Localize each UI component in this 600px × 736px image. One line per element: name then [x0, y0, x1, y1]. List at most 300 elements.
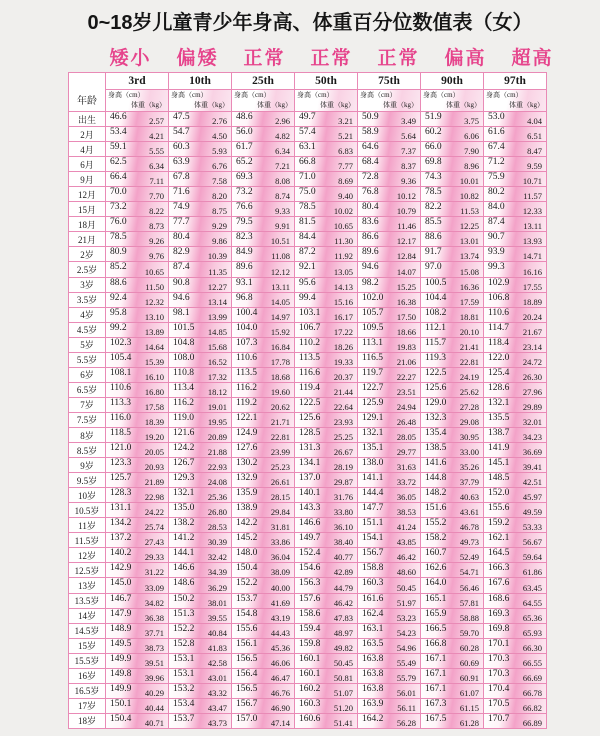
- percentile-cell: [484, 669, 547, 684]
- weight-value: 41.69: [270, 597, 290, 608]
- height-value: 116.2: [236, 382, 258, 393]
- weight-value: 11.57: [523, 191, 542, 202]
- percentile-cell: [421, 443, 484, 458]
- height-value: 63.1: [299, 142, 316, 153]
- percentile-cell: [295, 699, 358, 714]
- height-value: 134.1: [299, 458, 321, 469]
- percentile-cell: [295, 714, 358, 729]
- height-value: 113.5: [299, 352, 321, 363]
- percentile-cell: [295, 217, 358, 232]
- height-value: 167.1: [425, 683, 447, 694]
- weight-value: 23.93: [333, 416, 353, 427]
- percentile-cell: [295, 323, 358, 338]
- height-value: 104.0: [236, 322, 258, 333]
- height-value: 85.5: [425, 217, 442, 228]
- weight-value: 64.55: [522, 597, 542, 608]
- weight-value: 8.96: [464, 161, 479, 172]
- weight-value: 40.71: [144, 717, 164, 728]
- percentile-cell: [106, 247, 169, 262]
- percentile-cell: [295, 247, 358, 262]
- height-value: 142.9: [110, 563, 132, 574]
- percentile-cell: [358, 217, 421, 232]
- percentile-cell: [295, 413, 358, 428]
- height-unit-label: 身高（cm）: [171, 91, 208, 99]
- unit-header: [232, 90, 295, 112]
- age-cell: 2.5岁: [69, 262, 106, 277]
- percentile-cell: [295, 308, 358, 323]
- age-cell: 18月: [69, 217, 106, 232]
- weight-value: 14.05: [270, 296, 290, 307]
- category-label: 偏高: [444, 48, 487, 69]
- weight-value: 15.39: [144, 356, 164, 367]
- height-value: 135.5: [488, 412, 510, 423]
- percentile-cell: [484, 518, 547, 533]
- category-label: 正常: [310, 48, 353, 69]
- weight-value: 56.28: [396, 717, 416, 728]
- percentile-cell: [421, 262, 484, 277]
- weight-value: 48.97: [333, 627, 353, 638]
- growth-percentile-table: [68, 72, 547, 729]
- weight-value: 17.32: [207, 371, 227, 382]
- percentile-cell: [106, 639, 169, 654]
- percentile-cell: [232, 398, 295, 413]
- percentile-cell: [421, 684, 484, 699]
- percentile-cell: [169, 458, 232, 473]
- height-value: 130.2: [236, 458, 258, 469]
- percentile-cell: [358, 594, 421, 609]
- age-cell: 9.5岁: [69, 473, 106, 488]
- percentile-cell: [295, 488, 358, 503]
- weight-value: 41.83: [207, 642, 227, 653]
- percentile-cell: [232, 368, 295, 383]
- percentile-header: 10th: [169, 73, 232, 90]
- weight-value: 11.53: [460, 206, 479, 217]
- unit-header: [169, 90, 232, 112]
- height-value: 96.8: [236, 292, 253, 303]
- weight-value: 21.41: [459, 341, 479, 352]
- percentile-cell: [358, 262, 421, 277]
- percentile-cell: [421, 142, 484, 157]
- percentile-cell: [358, 428, 421, 443]
- weight-value: 24.94: [396, 401, 416, 412]
- height-value: 148.2: [425, 488, 447, 499]
- age-cell: 9月: [69, 172, 106, 187]
- height-value: 53.4: [110, 127, 127, 138]
- weight-value: 50.45: [396, 582, 416, 593]
- percentile-cell: [358, 293, 421, 308]
- weight-value: 21.71: [270, 416, 290, 427]
- weight-value: 46.90: [270, 702, 290, 713]
- weight-value: 55.49: [396, 657, 416, 668]
- percentile-cell: [421, 594, 484, 609]
- height-value: 69.3: [236, 172, 253, 183]
- percentile-cell: [484, 278, 547, 293]
- height-value: 129.1: [362, 412, 384, 423]
- unit-header: [484, 90, 547, 112]
- weight-value: 10.12: [396, 191, 416, 202]
- height-value: 73.2: [110, 202, 127, 213]
- weight-unit-label: 体重（kg）: [320, 101, 355, 109]
- height-value: 88.6: [110, 277, 127, 288]
- percentile-cell: [421, 714, 484, 729]
- height-value: 152.8: [173, 638, 195, 649]
- weight-value: 43.32: [207, 687, 227, 698]
- percentile-cell: [484, 383, 547, 398]
- age-cell: 7.5岁: [69, 413, 106, 428]
- weight-unit-label: 体重（kg）: [257, 101, 292, 109]
- height-value: 75.0: [299, 187, 316, 198]
- percentile-cell: [484, 684, 547, 699]
- age-cell: 8.5岁: [69, 443, 106, 458]
- weight-value: 8.22: [149, 206, 164, 217]
- age-cell: 10岁: [69, 488, 106, 503]
- height-value: 163.5: [362, 638, 384, 649]
- weight-value: 46.76: [270, 687, 290, 698]
- percentile-cell: [484, 639, 547, 654]
- height-value: 154.1: [362, 533, 384, 544]
- weight-value: 20.10: [459, 326, 479, 337]
- weight-value: 4.04: [527, 116, 542, 127]
- weight-value: 56.01: [396, 687, 416, 698]
- percentile-cell: [106, 654, 169, 669]
- weight-value: 49.73: [459, 537, 479, 548]
- percentile-cell: [484, 413, 547, 428]
- percentile-cell: [232, 247, 295, 262]
- height-value: 51.9: [425, 112, 442, 122]
- percentile-cell: [106, 699, 169, 714]
- weight-value: 29.87: [333, 477, 353, 488]
- weight-value: 18.66: [396, 326, 416, 337]
- percentile-cell: [484, 112, 547, 127]
- percentile-cell: [421, 217, 484, 232]
- weight-value: 15.25: [396, 281, 416, 292]
- height-value: 108.1: [110, 367, 132, 378]
- percentile-cell: [232, 669, 295, 684]
- percentile-cell: [358, 624, 421, 639]
- weight-value: 29.89: [522, 401, 542, 412]
- weight-value: 31.76: [333, 492, 353, 503]
- height-value: 87.2: [299, 247, 316, 258]
- weight-value: 42.89: [333, 567, 353, 578]
- percentile-cell: [358, 142, 421, 157]
- weight-value: 17.58: [144, 401, 164, 412]
- height-value: 152.0: [488, 488, 510, 499]
- age-cell: 5岁: [69, 338, 106, 353]
- height-value: 106.8: [488, 292, 510, 303]
- weight-value: 29.84: [270, 507, 290, 518]
- height-value: 85.2: [110, 262, 127, 273]
- weight-value: 21.06: [396, 356, 416, 367]
- percentile-cell: [358, 413, 421, 428]
- percentile-cell: [295, 187, 358, 202]
- height-value: 160.7: [425, 548, 447, 559]
- height-value: 87.4: [488, 217, 505, 228]
- weight-value: 46.06: [270, 657, 290, 668]
- percentile-cell: [358, 518, 421, 533]
- percentile-cell: [106, 398, 169, 413]
- height-value: 47.5: [173, 112, 190, 122]
- weight-value: 4.82: [275, 131, 290, 142]
- age-cell: 13.5岁: [69, 594, 106, 609]
- height-value: 134.2: [110, 518, 132, 529]
- percentile-cell: [169, 443, 232, 458]
- weight-value: 6.34: [275, 146, 290, 157]
- percentile-cell: [232, 172, 295, 187]
- weight-value: 8.08: [275, 176, 290, 187]
- weight-value: 22.93: [207, 462, 227, 473]
- weight-value: 13.99: [207, 311, 227, 322]
- height-value: 151.1: [362, 518, 384, 529]
- weight-value: 61.15: [459, 702, 479, 713]
- height-value: 132.9: [236, 473, 258, 484]
- height-value: 101.5: [173, 322, 195, 333]
- percentile-cell: [421, 699, 484, 714]
- height-value: 114.7: [488, 322, 510, 333]
- weight-value: 9.86: [212, 236, 227, 247]
- age-cell: 15.5岁: [69, 654, 106, 669]
- weight-value: 36.05: [396, 492, 416, 503]
- height-value: 110.6: [110, 382, 132, 393]
- weight-value: 66.55: [522, 657, 542, 668]
- weight-value: 23.14: [522, 341, 542, 352]
- percentile-cell: [169, 142, 232, 157]
- weight-value: 19.01: [207, 401, 227, 412]
- weight-value: 51.20: [333, 702, 353, 713]
- percentile-cell: [295, 654, 358, 669]
- percentile-cell: [295, 262, 358, 277]
- height-value: 113.5: [236, 367, 258, 378]
- weight-value: 35.26: [459, 462, 479, 473]
- weight-value: 22.81: [270, 432, 290, 443]
- weight-value: 25.74: [144, 522, 164, 533]
- weight-value: 40.63: [459, 492, 479, 503]
- weight-value: 9.91: [275, 221, 290, 232]
- height-value: 137.2: [110, 533, 132, 544]
- percentile-cell: [169, 127, 232, 142]
- weight-value: 48.60: [396, 567, 416, 578]
- percentile-cell: [295, 503, 358, 518]
- weight-value: 39.96: [144, 672, 164, 683]
- percentile-cell: [232, 714, 295, 729]
- height-value: 75.9: [488, 172, 505, 183]
- percentile-cell: [421, 202, 484, 217]
- age-cell: 6.5岁: [69, 383, 106, 398]
- weight-value: 10.71: [522, 176, 542, 187]
- percentile-cell: [484, 232, 547, 247]
- weight-value: 31.63: [396, 462, 416, 473]
- height-value: 148.9: [110, 623, 132, 634]
- weight-value: 40.84: [207, 627, 227, 638]
- height-value: 132.1: [362, 427, 384, 438]
- percentile-cell: [484, 308, 547, 323]
- weight-value: 40.29: [144, 687, 164, 698]
- percentile-header: 3rd: [106, 73, 169, 90]
- percentile-cell: [484, 609, 547, 624]
- percentile-cell: [421, 157, 484, 172]
- percentile-cell: [106, 127, 169, 142]
- percentile-cell: [421, 473, 484, 488]
- weight-value: 24.22: [144, 507, 164, 518]
- percentile-cell: [169, 503, 232, 518]
- percentile-cell: [106, 548, 169, 563]
- age-cell: 11.5岁: [69, 533, 106, 548]
- weight-value: 4.21: [149, 131, 164, 142]
- height-value: 99.3: [488, 262, 505, 273]
- weight-value: 38.53: [396, 507, 416, 518]
- weight-value: 36.04: [270, 552, 290, 563]
- age-cell: 11岁: [69, 518, 106, 533]
- weight-value: 25.25: [333, 432, 353, 443]
- weight-value: 16.84: [270, 341, 290, 352]
- percentile-cell: [484, 654, 547, 669]
- weight-value: 20.37: [333, 371, 353, 382]
- weight-value: 10.01: [459, 176, 479, 187]
- weight-value: 6.76: [212, 161, 227, 172]
- height-value: 78.5: [110, 232, 127, 243]
- weight-value: 4.50: [212, 131, 227, 142]
- percentile-cell: [232, 112, 295, 127]
- percentile-cell: [484, 202, 547, 217]
- weight-value: 33.00: [459, 447, 479, 458]
- weight-value: 42.51: [522, 477, 542, 488]
- percentile-cell: [358, 338, 421, 353]
- weight-value: 40.00: [270, 582, 290, 593]
- height-value: 66.4: [110, 172, 127, 183]
- height-value: 165.1: [425, 593, 447, 604]
- height-value: 151.6: [425, 503, 447, 514]
- height-value: 53.0: [488, 112, 505, 122]
- percentile-header: 75th: [358, 73, 421, 90]
- percentile-cell: [169, 563, 232, 578]
- height-value: 122.5: [425, 367, 447, 378]
- weight-value: 8.74: [275, 191, 290, 202]
- percentile-cell: [169, 368, 232, 383]
- height-value: 156.5: [236, 653, 258, 664]
- height-value: 167.3: [425, 698, 447, 709]
- weight-value: 18.26: [333, 341, 353, 352]
- weight-value: 59.70: [459, 627, 479, 638]
- weight-value: 16.80: [144, 386, 164, 397]
- age-cell: 3岁: [69, 278, 106, 293]
- height-value: 153.7: [236, 593, 258, 604]
- percentile-cell: [421, 232, 484, 247]
- weight-value: 13.11: [523, 221, 542, 232]
- percentile-cell: [232, 488, 295, 503]
- height-value: 159.8: [299, 638, 321, 649]
- percentile-cell: [106, 684, 169, 699]
- percentile-cell: [295, 563, 358, 578]
- age-cell: 16岁: [69, 669, 106, 684]
- height-value: 153.4: [173, 698, 195, 709]
- weight-value: 38.73: [144, 642, 164, 653]
- percentile-cell: [106, 518, 169, 533]
- percentile-cell: [169, 187, 232, 202]
- weight-value: 8.73: [149, 221, 164, 232]
- weight-value: 9.26: [149, 236, 164, 247]
- weight-value: 14.13: [333, 281, 353, 292]
- height-value: 170.3: [488, 653, 510, 664]
- height-value: 167.1: [425, 653, 447, 664]
- percentile-cell: [358, 278, 421, 293]
- page-title: 0~18岁儿童青少年身高、体重百分位数值表（女）: [87, 12, 533, 34]
- percentile-cell: [169, 624, 232, 639]
- percentile-cell: [421, 353, 484, 368]
- height-value: 49.7: [299, 112, 316, 122]
- weight-value: 56.67: [522, 537, 542, 548]
- percentile-cell: [484, 458, 547, 473]
- percentile-cell: [169, 308, 232, 323]
- weight-value: 9.33: [275, 206, 290, 217]
- weight-value: 17.22: [333, 326, 353, 337]
- height-value: 48.6: [236, 112, 253, 122]
- percentile-cell: [106, 443, 169, 458]
- height-value: 169.8: [488, 623, 510, 634]
- category-label: 正常: [377, 48, 420, 69]
- percentile-cell: [421, 112, 484, 127]
- percentile-cell: [484, 127, 547, 142]
- height-value: 167.6: [488, 578, 510, 589]
- height-value: 121.0: [110, 443, 132, 454]
- percentile-cell: [484, 714, 547, 729]
- height-value: 168.6: [488, 593, 510, 604]
- height-value: 138.9: [236, 503, 258, 514]
- percentile-cell: [421, 187, 484, 202]
- percentile-cell: [421, 669, 484, 684]
- percentile-cell: [295, 232, 358, 247]
- height-value: 135.0: [173, 503, 195, 514]
- weight-unit-label: 体重（kg）: [194, 101, 229, 109]
- percentile-cell: [295, 669, 358, 684]
- height-value: 57.4: [299, 127, 316, 138]
- percentile-cell: [232, 624, 295, 639]
- weight-unit-label: 体重（kg）: [509, 101, 544, 109]
- height-value: 116.6: [299, 367, 321, 378]
- height-value: 135.9: [236, 488, 258, 499]
- weight-value: 3.21: [338, 116, 353, 127]
- percentile-cell: [295, 639, 358, 654]
- weight-value: 5.55: [149, 146, 164, 157]
- height-value: 122.5: [299, 397, 321, 408]
- weight-value: 60.91: [459, 672, 479, 683]
- percentile-cell: [232, 338, 295, 353]
- height-value: 151.3: [173, 608, 195, 619]
- percentile-cell: [484, 443, 547, 458]
- weight-value: 10.65: [333, 221, 353, 232]
- weight-value: 56.46: [459, 582, 479, 593]
- weight-value: 2.57: [149, 116, 164, 127]
- height-value: 147.9: [110, 608, 132, 619]
- weight-value: 20.93: [144, 462, 164, 473]
- percentile-cell: [358, 127, 421, 142]
- weight-value: 7.58: [212, 176, 227, 187]
- percentile-cell: [232, 609, 295, 624]
- percentile-cell: [295, 383, 358, 398]
- weight-value: 54.71: [459, 567, 479, 578]
- percentile-cell: [484, 398, 547, 413]
- height-value: 82.9: [173, 247, 190, 258]
- percentile-cell: [295, 533, 358, 548]
- height-value: 156.1: [236, 638, 258, 649]
- age-header: 年龄: [69, 73, 106, 112]
- height-value: 105.4: [110, 352, 132, 363]
- age-cell: 12岁: [69, 548, 106, 563]
- percentile-cell: [421, 578, 484, 593]
- percentile-cell: [421, 503, 484, 518]
- height-value: 149.5: [110, 638, 132, 649]
- height-value: 99.2: [110, 322, 127, 333]
- height-value: 129.3: [173, 473, 195, 484]
- height-value: 170.3: [488, 668, 510, 679]
